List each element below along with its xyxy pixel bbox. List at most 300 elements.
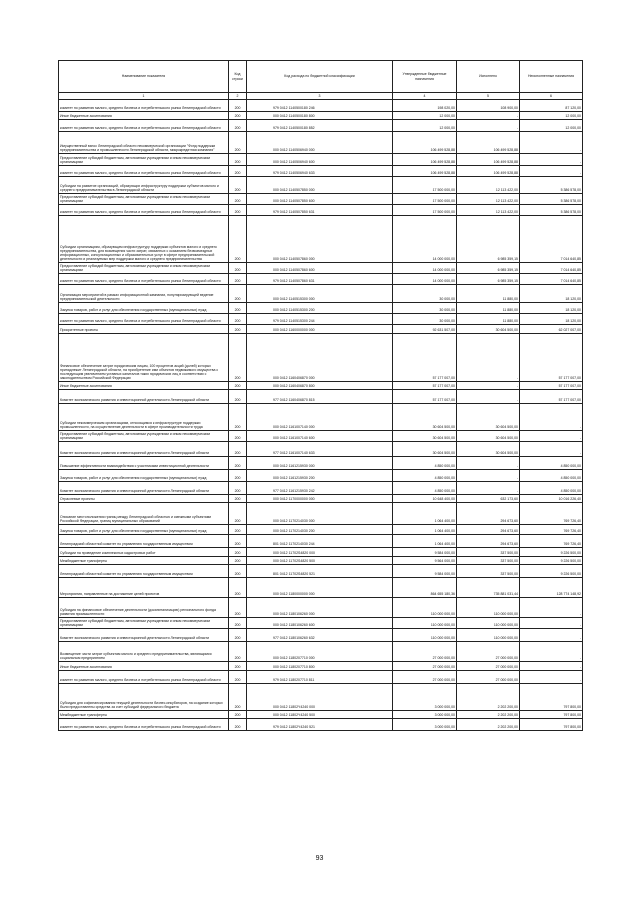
- row-executed: -: [457, 457, 520, 470]
- row-executed: 110 000 000,00: [457, 598, 520, 618]
- row-approved: 14 000 000,00: [393, 274, 457, 285]
- table-row: [59, 132, 583, 154]
- table-row: [59, 382, 583, 390]
- row-approved: 4 850 000,00: [393, 457, 457, 470]
- row-unexecuted: 9 226 500,00: [520, 565, 583, 578]
- row-line-code: 200: [229, 535, 247, 548]
- row-unexecuted: 4 850 000,00: [520, 470, 583, 482]
- row-line-code: 200: [229, 177, 247, 194]
- row-executed: -: [457, 334, 520, 382]
- row-unexecuted: 10 016 226,40: [520, 495, 583, 503]
- row-approved: 9 584 000,00: [393, 548, 457, 557]
- row-name: Иные бюджетные ассигнования: [59, 112, 229, 120]
- table-row: [59, 442, 583, 457]
- row-budget-code: 801 0412 11702S4820 521: [247, 565, 393, 578]
- row-unexecuted: -: [520, 404, 583, 431]
- row-name: Иные бюджетные ассигнования: [59, 382, 229, 390]
- row-name: Закупка товаров, работ и услуг для обеспечения государственных (муниципальных) нужд: [59, 303, 229, 314]
- row-unexecuted: 797 800,00: [520, 684, 583, 711]
- row-budget-code: 977 0412 1180106260 632: [247, 629, 393, 642]
- row-executed: 337 500,00: [457, 548, 520, 557]
- row-approved: 3 000 000,00: [393, 719, 457, 731]
- table-row: [59, 166, 583, 177]
- row-unexecuted: -: [520, 618, 583, 629]
- row-line-code: 200: [229, 618, 247, 629]
- row-unexecuted: 7 014 640,85: [520, 216, 583, 263]
- table-row: [59, 565, 583, 578]
- row-executed: 735 881 031,44: [457, 578, 520, 598]
- row-executed: -: [457, 390, 520, 404]
- row-unexecuted: 57 177 007,00: [520, 334, 583, 382]
- row-executed: 2 202 200,00: [457, 684, 520, 711]
- row-name: Субсидии на развитие организаций, образующих инфраструктуру поддержки субъектов малого и среднего предпринимательства в Ленинградской области: [59, 177, 229, 194]
- table-row: [59, 711, 583, 719]
- row-line-code: 200: [229, 132, 247, 154]
- row-approved: 1 064 400,00: [393, 525, 457, 535]
- row-executed: 30 604 500,00: [457, 442, 520, 457]
- row-executed: 294 673,60: [457, 503, 520, 525]
- row-name: Возмещение части затрат субъектам малого и среднего предпринимательства, являющимся социальным предприятием: [59, 642, 229, 662]
- table-row: [59, 548, 583, 557]
- row-line-code: 200: [229, 557, 247, 565]
- row-line-code: 200: [229, 216, 247, 263]
- page-number: 93: [315, 855, 324, 862]
- row-line-code: 200: [229, 325, 247, 334]
- table-row: [59, 194, 583, 205]
- row-executed: 294 673,60: [457, 535, 520, 548]
- table-row: [59, 671, 583, 684]
- row-unexecuted: 18 120,00: [520, 314, 583, 325]
- row-budget-code: 977 0412 1161007140 633: [247, 442, 393, 457]
- row-executed: 27 000 000,00: [457, 642, 520, 662]
- table-row: [59, 642, 583, 662]
- table-header-row: [59, 61, 583, 93]
- row-budget-code: 979 0412 11802Y4240 521: [247, 719, 393, 731]
- row-executed: 11 880,00: [457, 314, 520, 325]
- row-name: Предоставление субсидий бюджетным, автономным учреждениям и иным некоммерческим организациям: [59, 154, 229, 166]
- row-name: Комитет экономического развития и инвестиционной деятельности Ленинградской области: [59, 629, 229, 642]
- table-row: [59, 274, 583, 285]
- row-name: Предоставление субсидий бюджетным, автономным учреждениям и иным некоммерческим организациям: [59, 194, 229, 205]
- budget-table-wrapper: [58, 60, 582, 731]
- table-row: [59, 100, 583, 112]
- row-approved: 92 631 507,00: [393, 325, 457, 334]
- row-line-code: 200: [229, 470, 247, 482]
- row-unexecuted: 18 120,00: [520, 285, 583, 303]
- header-approved: Утвержденные бюджетные назначения: [393, 61, 457, 93]
- row-name: Комитет экономического развития и инвестиционной деятельности Ленинградской области: [59, 442, 229, 457]
- row-name: Финансовое обеспечение затрат юридическим лицам, 100 процентов акций (долей) которых принадлежит Ленинградской области, на приобретение ими объектов недвижимого имущества с последующим увеличением уставных капиталов таких юридических лиц в соответствии с законодательством Российской Федерации: [59, 334, 229, 382]
- row-unexecuted: 9 226 500,00: [520, 557, 583, 565]
- row-line-code: 200: [229, 314, 247, 325]
- row-approved: 1 064 400,00: [393, 535, 457, 548]
- column-number: 5: [457, 93, 520, 100]
- row-approved: 30 604 500,00: [393, 431, 457, 442]
- row-unexecuted: 12 000,00: [520, 120, 583, 132]
- row-name: Субсидии на проведение комплексных кадастровых работ: [59, 548, 229, 557]
- table-row: [59, 390, 583, 404]
- row-line-code: 200: [229, 263, 247, 274]
- row-name: комитет по развитию малого, среднего бизнеса и потребительского рынка Ленинградской области: [59, 100, 229, 112]
- column-number: 2: [229, 93, 247, 100]
- row-executed: 2 202 200,00: [457, 719, 520, 731]
- row-line-code: 200: [229, 684, 247, 711]
- row-line-code: 200: [229, 495, 247, 503]
- table-row: [59, 525, 583, 535]
- row-approved: 12 000,00: [393, 120, 457, 132]
- row-unexecuted: 7 014 640,85: [520, 263, 583, 274]
- row-unexecuted: 12 000,00: [520, 112, 583, 120]
- row-unexecuted: -: [520, 629, 583, 642]
- table-row: [59, 470, 583, 482]
- row-line-code: 200: [229, 382, 247, 390]
- row-executed: 337 500,00: [457, 557, 520, 565]
- row-executed: -: [457, 470, 520, 482]
- row-executed: 27 000 000,00: [457, 662, 520, 671]
- row-executed: 294 673,60: [457, 525, 520, 535]
- row-approved: 9 564 000,00: [393, 557, 457, 565]
- row-approved: 27 000 000,00: [393, 662, 457, 671]
- row-approved: 198 020,00: [393, 100, 457, 112]
- row-executed: -: [457, 120, 520, 132]
- row-approved: 17 500 000,00: [393, 177, 457, 194]
- row-executed: 110 000 000,00: [457, 618, 520, 629]
- row-name: комитет по развитию малого, среднего бизнеса и потребительского рынка Ленинградской области: [59, 205, 229, 216]
- row-line-code: 200: [229, 598, 247, 618]
- row-approved: 17 500 000,00: [393, 205, 457, 216]
- row-name: Субсидия на финансовое обеспечение деятельности (докапитализацию) регионального фонда развития промышленности: [59, 598, 229, 618]
- row-budget-code: 000 0412 1180000000 000: [247, 578, 393, 598]
- row-executed: -: [457, 482, 520, 495]
- table-row: [59, 314, 583, 325]
- row-name: Описание местоположения границ между Ленинградской областью и смежными субъектами Российской Федерации, границ муниципальных образований: [59, 503, 229, 525]
- row-budget-code: 977 0412 1161215930 242: [247, 482, 393, 495]
- row-executed: 108 900,00: [457, 100, 520, 112]
- row-budget-code: 979 0412 1140515300 244: [247, 314, 393, 325]
- row-budget-code: 979 0412 1140500180 852: [247, 120, 393, 132]
- row-name: Комитет экономического развития и инвестиционной деятельности Ленинградской области: [59, 482, 229, 495]
- row-unexecuted: 5 386 578,00: [520, 177, 583, 194]
- row-approved: 30 604 500,00: [393, 404, 457, 431]
- table-row: [59, 503, 583, 525]
- row-approved: 1 064 400,00: [393, 503, 457, 525]
- row-unexecuted: 769 726,40: [520, 503, 583, 525]
- row-budget-code: 000 0412 1170214030 200: [247, 525, 393, 535]
- row-unexecuted: -: [520, 154, 583, 166]
- table-row: [59, 263, 583, 274]
- row-budget-code: 000 0412 1140507850 000: [247, 177, 393, 194]
- row-budget-code: 000 0412 1161215930 000: [247, 457, 393, 470]
- row-budget-code: 000 0412 1140515300 000: [247, 285, 393, 303]
- row-executed: 27 000 000,00: [457, 671, 520, 684]
- row-unexecuted: 769 726,40: [520, 525, 583, 535]
- row-unexecuted: 769 726,40: [520, 535, 583, 548]
- row-line-code: 200: [229, 404, 247, 431]
- row-budget-code: 000 0412 1140507860 600: [247, 263, 393, 274]
- row-name: Предоставление субсидий бюджетным, автономным учреждениям и иным некоммерческим организациям: [59, 618, 229, 629]
- table-row: [59, 557, 583, 565]
- row-executed: 30 604 500,00: [457, 325, 520, 334]
- row-line-code: 200: [229, 711, 247, 719]
- row-approved: 864 655 180,36: [393, 578, 457, 598]
- table-row: [59, 154, 583, 166]
- row-name: комитет по развитию малого, среднего бизнеса и потребительского рынка Ленинградской области: [59, 719, 229, 731]
- row-approved: 12 000,00: [393, 112, 457, 120]
- row-name: комитет по развитию малого, среднего бизнеса и потребительского рынка Ленинградской области: [59, 314, 229, 325]
- row-line-code: 200: [229, 166, 247, 177]
- table-row: [59, 578, 583, 598]
- row-executed: 12 113 422,00: [457, 194, 520, 205]
- row-executed: 11 880,00: [457, 285, 520, 303]
- row-line-code: 200: [229, 390, 247, 404]
- row-approved: 9 584 000,00: [393, 565, 457, 578]
- row-unexecuted: 62 027 007,00: [520, 325, 583, 334]
- row-budget-code: 000 0412 1161007140 000: [247, 404, 393, 431]
- row-budget-code: 000 0412 11702S4820 500: [247, 557, 393, 565]
- row-approved: 30 000,00: [393, 314, 457, 325]
- row-line-code: 200: [229, 662, 247, 671]
- column-number-row: [59, 93, 583, 100]
- row-executed: 30 604 500,00: [457, 431, 520, 442]
- row-unexecuted: -: [520, 662, 583, 671]
- row-line-code: 200: [229, 525, 247, 535]
- table-row: [59, 482, 583, 495]
- row-budget-code: 000 0412 1140506940 600: [247, 154, 393, 166]
- row-unexecuted: 5 386 578,00: [520, 194, 583, 205]
- row-approved: 110 000 000,00: [393, 598, 457, 618]
- row-line-code: 200: [229, 154, 247, 166]
- row-executed: 106 499 528,88: [457, 154, 520, 166]
- row-budget-code: 801 0412 1170214030 244: [247, 535, 393, 548]
- row-unexecuted: 9 226 500,00: [520, 548, 583, 557]
- row-unexecuted: 57 177 007,00: [520, 390, 583, 404]
- table-row: [59, 535, 583, 548]
- row-unexecuted: 87 120,00: [520, 100, 583, 112]
- row-budget-code: 979 0412 1140507860 631: [247, 274, 393, 285]
- row-name: Субсидии некоммерческим организациям, относящимся к инфраструктуре поддержки промышленности, на осуществление деятельности в сфере производительности труда: [59, 404, 229, 431]
- row-name: Межбюджетные трансферты: [59, 711, 229, 719]
- row-executed: 11 880,00: [457, 303, 520, 314]
- table-row: [59, 334, 583, 382]
- table-row: [59, 618, 583, 629]
- row-unexecuted: -: [520, 598, 583, 618]
- row-approved: 4 850 000,00: [393, 470, 457, 482]
- row-line-code: 200: [229, 120, 247, 132]
- table-row: [59, 325, 583, 334]
- row-executed: 6 985 359,15: [457, 263, 520, 274]
- column-number: 1: [59, 93, 229, 100]
- table-row: [59, 216, 583, 263]
- row-unexecuted: 7 014 640,85: [520, 274, 583, 285]
- row-line-code: 200: [229, 578, 247, 598]
- row-budget-code: 000 0412 1140507860 000: [247, 216, 393, 263]
- table-row: [59, 719, 583, 731]
- row-approved: 10 648 400,00: [393, 495, 457, 503]
- row-approved: 14 000 000,00: [393, 216, 457, 263]
- row-approved: 57 177 007,00: [393, 334, 457, 382]
- row-unexecuted: 57 177 007,00: [520, 382, 583, 390]
- row-executed: 6 985 359,15: [457, 216, 520, 263]
- row-name: Межбюджетные трансферты: [59, 557, 229, 565]
- row-line-code: 200: [229, 303, 247, 314]
- row-name: Мероприятия, направленные на достижение целей проектов: [59, 578, 229, 598]
- table-row: [59, 112, 583, 120]
- row-name: Ленинградский областной комитет по управлению государственным имуществом: [59, 565, 229, 578]
- row-approved: 57 177 007,00: [393, 390, 457, 404]
- row-unexecuted: -: [520, 671, 583, 684]
- row-unexecuted: 797 800,00: [520, 719, 583, 731]
- row-approved: 3 000 000,00: [393, 711, 457, 719]
- row-approved: 4 850 000,00: [393, 482, 457, 495]
- row-budget-code: 000 0412 1180106260 000: [247, 598, 393, 618]
- row-approved: 106 499 528,88: [393, 166, 457, 177]
- row-budget-code: 000 0412 1140506940 000: [247, 132, 393, 154]
- row-line-code: 200: [229, 503, 247, 525]
- row-line-code: 200: [229, 431, 247, 442]
- table-row: [59, 662, 583, 671]
- row-budget-code: 000 0412 1180207710 000: [247, 642, 393, 662]
- table-row: [59, 598, 583, 618]
- row-name: Закупка товаров, работ и услуг для обеспечения государственных (муниципальных) нужд: [59, 470, 229, 482]
- row-unexecuted: -: [520, 166, 583, 177]
- row-approved: 30 000,00: [393, 285, 457, 303]
- row-unexecuted: 4 850 000,00: [520, 457, 583, 470]
- header-unexecuted: Неисполненные назначения: [520, 61, 583, 93]
- row-budget-code: 000 0412 1161007140 600: [247, 431, 393, 442]
- row-executed: 12 113 422,00: [457, 205, 520, 216]
- row-name: комитет по развитию малого, среднего бизнеса и потребительского рынка Ленинградской области: [59, 166, 229, 177]
- row-line-code: 200: [229, 642, 247, 662]
- row-name: Закупка товаров, работ и услуг для обеспечения государственных (муниципальных) нужд: [59, 525, 229, 535]
- row-approved: 110 000 000,00: [393, 629, 457, 642]
- table-row: [59, 285, 583, 303]
- row-budget-code: 979 0412 1140506940 633: [247, 166, 393, 177]
- row-budget-code: 979 0412 1140507850 631: [247, 205, 393, 216]
- row-name: Повышение эффективности взаимодействия с участниками инвестиционной деятельности: [59, 457, 229, 470]
- row-name: Ленинградский областной комитет по управлению государственным имуществом: [59, 535, 229, 548]
- row-executed: 12 113 422,00: [457, 177, 520, 194]
- row-line-code: 200: [229, 274, 247, 285]
- header-line-code: Код строки: [229, 61, 247, 93]
- row-budget-code: 000 0412 1180106260 600: [247, 618, 393, 629]
- row-executed: -: [457, 382, 520, 390]
- row-approved: 17 500 000,00: [393, 194, 457, 205]
- row-line-code: 200: [229, 442, 247, 457]
- row-budget-code: 000 0412 1140500180 800: [247, 112, 393, 120]
- column-number: 4: [393, 93, 457, 100]
- table-row: [59, 303, 583, 314]
- table-body: [59, 100, 583, 731]
- row-approved: 30 604 500,00: [393, 442, 457, 457]
- row-line-code: 200: [229, 671, 247, 684]
- row-name: Имущественный взнос Ленинградской области некоммерческой организации "Фонд поддержки предпринимательства и промышленности Ленинградской области, микрокредитная компания": [59, 132, 229, 154]
- row-approved: 110 000 000,00: [393, 618, 457, 629]
- row-line-code: 200: [229, 194, 247, 205]
- row-line-code: 200: [229, 629, 247, 642]
- row-unexecuted: 18 120,00: [520, 303, 583, 314]
- row-name: Субсидия для софинансирования текущей деятельности бизнес-инкубаторов, на создание которых были предоставлены средства за счет субсидий федерального бюджета: [59, 684, 229, 711]
- row-name: Приоритетные проекты: [59, 325, 229, 334]
- row-budget-code: 000 0412 11802Y4240 000: [247, 684, 393, 711]
- row-budget-code: 979 0412 1180207710 811: [247, 671, 393, 684]
- row-unexecuted: 4 850 000,00: [520, 482, 583, 495]
- row-line-code: 200: [229, 100, 247, 112]
- row-name: Иные бюджетные ассигнования: [59, 662, 229, 671]
- row-line-code: 200: [229, 334, 247, 382]
- row-name: Отраслевые проекты: [59, 495, 229, 503]
- row-unexecuted: 128 774 148,92: [520, 578, 583, 598]
- row-budget-code: 000 0412 11802Y4240 500: [247, 711, 393, 719]
- table-row: [59, 205, 583, 216]
- row-budget-code: 000 0412 1170000000 000: [247, 495, 393, 503]
- row-budget-code: 000 0412 1170214030 000: [247, 503, 393, 525]
- row-budget-code: 979 0412 1140500180 246: [247, 100, 393, 112]
- row-executed: 632 173,60: [457, 495, 520, 503]
- row-unexecuted: -: [520, 442, 583, 457]
- row-budget-code: 000 0412 1161215930 200: [247, 470, 393, 482]
- row-budget-code: 977 0412 1160406870 815: [247, 390, 393, 404]
- row-name: комитет по развитию малого, среднего бизнеса и потребительского рынка Ленинградской области: [59, 671, 229, 684]
- row-budget-code: 000 0412 1160406870 000: [247, 334, 393, 382]
- row-approved: 27 000 000,00: [393, 642, 457, 662]
- row-line-code: 200: [229, 548, 247, 557]
- row-executed: 6 985 359,15: [457, 274, 520, 285]
- row-approved: 14 000 000,00: [393, 263, 457, 274]
- row-unexecuted: -: [520, 431, 583, 442]
- row-executed: 337 500,00: [457, 565, 520, 578]
- table-row: [59, 431, 583, 442]
- row-executed: 106 499 528,88: [457, 166, 520, 177]
- row-name: Предоставление субсидий бюджетным, автономным учреждениям и иным некоммерческим организациям: [59, 431, 229, 442]
- column-number: 6: [520, 93, 583, 100]
- row-executed: -: [457, 112, 520, 120]
- row-executed: 106 499 528,88: [457, 132, 520, 154]
- row-executed: 2 202 200,00: [457, 711, 520, 719]
- row-line-code: 200: [229, 457, 247, 470]
- row-budget-code: 000 0412 1140507850 600: [247, 194, 393, 205]
- row-name: Предоставление субсидий бюджетным, автономным учреждениям и иным некоммерческим организациям: [59, 263, 229, 274]
- row-approved: 106 499 528,88: [393, 154, 457, 166]
- table-row: [59, 495, 583, 503]
- row-approved: 106 499 528,88: [393, 132, 457, 154]
- table-row: [59, 457, 583, 470]
- table-row: [59, 404, 583, 431]
- row-budget-code: 000 0412 1140515300 200: [247, 303, 393, 314]
- row-name: Субсидии организациям, образующим инфраструктуру поддержки субъектов малого и среднего предпринимательства, для возмещения части затрат, связанных с оказанием безвозмездных информационных, консультационных и образовательных услуг в сфере предпринимательской деятельности и реализуемых мер поддержки малого и среднего предпринимательства: [59, 216, 229, 263]
- row-approved: 57 177 007,00: [393, 382, 457, 390]
- row-unexecuted: 797 800,00: [520, 711, 583, 719]
- row-line-code: 200: [229, 565, 247, 578]
- row-approved: 3 000 000,00: [393, 684, 457, 711]
- row-name: Комитет экономического развития и инвестиционной деятельности Ленинградской области: [59, 390, 229, 404]
- column-number: 3: [247, 93, 393, 100]
- header-name: Наименование показателя: [59, 61, 229, 93]
- row-name: Организация мероприятий в рамках информационной кампании, популяризирующей ведение предпринимательской деятельности: [59, 285, 229, 303]
- row-line-code: 200: [229, 482, 247, 495]
- table-row: [59, 684, 583, 711]
- row-approved: 27 000 000,00: [393, 671, 457, 684]
- row-unexecuted: -: [520, 132, 583, 154]
- row-approved: 30 000,00: [393, 303, 457, 314]
- row-executed: 30 604 500,00: [457, 404, 520, 431]
- header-executed: Исполнено: [457, 61, 520, 93]
- row-budget-code: 000 0412 11702S4820 000: [247, 548, 393, 557]
- row-executed: 110 000 000,00: [457, 629, 520, 642]
- row-budget-code: 000 0412 1160000000 000: [247, 325, 393, 334]
- row-budget-code: 000 0412 1160406870 800: [247, 382, 393, 390]
- row-name: комитет по развитию малого, среднего бизнеса и потребительского рынка Ленинградской области: [59, 120, 229, 132]
- header-budget-code: Код расхода по бюджетной классификации: [247, 61, 393, 93]
